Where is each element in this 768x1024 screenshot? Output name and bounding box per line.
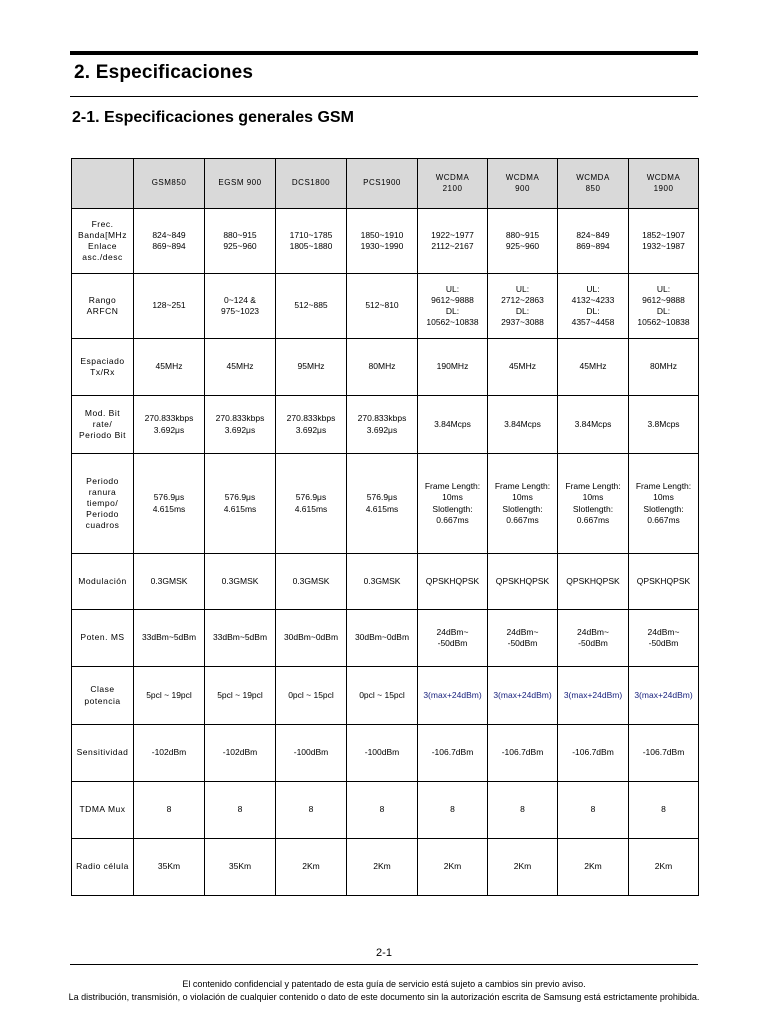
row-label-cell xyxy=(72,839,134,896)
cell-text: 10562~10838 xyxy=(426,317,479,328)
table-cell xyxy=(488,839,558,896)
table-row xyxy=(72,667,699,725)
row-label-text: ARFCN xyxy=(86,306,119,316)
cell-text: 2Km xyxy=(654,861,673,872)
table-cell xyxy=(418,274,488,339)
table-cell xyxy=(629,839,699,896)
section-title: 2. Especificaciones xyxy=(74,62,254,83)
cell-text: 512~885 xyxy=(294,300,328,311)
table-cell xyxy=(629,339,699,396)
cell-text: 4.615ms xyxy=(223,503,257,514)
table-cell xyxy=(629,782,699,839)
table-cell xyxy=(205,839,276,896)
cell-text: 4.615ms xyxy=(152,503,186,514)
cell-text: QPSKHQPSK xyxy=(495,575,550,586)
cell-text: 8 xyxy=(379,804,385,815)
band-header-cell xyxy=(347,159,418,209)
table-row xyxy=(72,839,699,896)
title-rule xyxy=(70,96,698,97)
table-cell xyxy=(205,782,276,839)
table-cell xyxy=(276,209,347,274)
cell-text: 576.9μs xyxy=(295,492,327,503)
table-cell xyxy=(488,667,558,725)
cell-text: 3.692μs xyxy=(295,424,327,435)
table-cell xyxy=(629,725,699,782)
band-header-cell xyxy=(418,159,488,209)
cell-text: 1850~1910 xyxy=(360,229,404,240)
row-label-text: Mod. Bit xyxy=(84,407,121,418)
cell-text: 128~251 xyxy=(152,300,186,311)
table-cell xyxy=(276,782,347,839)
header-text: GSM850 xyxy=(151,178,187,188)
row-label-text: Sensitividad xyxy=(76,747,129,758)
cell-text: 2Km xyxy=(443,861,462,872)
cell-text: 4132~4233 xyxy=(571,294,615,305)
cell-text: -106.7dBm xyxy=(642,747,685,758)
table-row xyxy=(72,454,699,554)
cell-text: 824~849 xyxy=(576,229,610,240)
row-label-text: cuadros xyxy=(85,520,120,531)
cell-text: 45MHz xyxy=(155,361,183,372)
cell-text: 24dBm~ xyxy=(647,626,680,637)
header-text: EGSM 900 xyxy=(218,178,262,188)
row-label-text: rate/ xyxy=(92,418,113,429)
cell-text: 8 xyxy=(308,804,314,815)
table-cell xyxy=(134,396,205,454)
cell-text: 576.9μs xyxy=(224,492,256,503)
table-cell xyxy=(418,725,488,782)
cell-text: 975~1023 xyxy=(220,306,260,316)
row-label-cell xyxy=(72,209,134,274)
row-label-text: Periodo xyxy=(86,509,119,520)
table-row xyxy=(72,782,699,839)
header-text: 850 xyxy=(585,183,601,193)
row-label-text: Modulación xyxy=(78,575,127,586)
band-header-cell xyxy=(558,159,629,209)
table-row xyxy=(72,725,699,782)
cell-text: QPSKHQPSK xyxy=(566,575,620,586)
cell-text: DL: xyxy=(656,306,671,316)
row-label-text: Enlace xyxy=(88,241,117,251)
row-label-text: ranura xyxy=(88,486,117,497)
cell-text: 8 xyxy=(661,804,666,815)
cell-text: 35Km xyxy=(157,861,181,872)
table-cell xyxy=(347,554,418,610)
table-cell xyxy=(205,396,276,454)
table-row xyxy=(72,274,699,339)
table-cell xyxy=(629,554,699,610)
table-cell xyxy=(347,839,418,896)
cell-text: UL: xyxy=(515,283,530,294)
table-cell xyxy=(558,339,629,396)
row-label-cell xyxy=(72,610,134,667)
row-label-text: Espaciado xyxy=(80,355,125,366)
cell-text: Frame Length: xyxy=(424,481,481,492)
cell-text: 0pcl ~ 15pcl xyxy=(288,689,334,700)
cell-text: 0.3GMSK xyxy=(150,575,188,586)
header-text: DCS1800 xyxy=(291,178,331,188)
table-cell xyxy=(488,274,558,339)
row-label-cell xyxy=(72,554,134,610)
cell-text: 4.615ms xyxy=(365,503,399,514)
cell-text: 30dBm~0dBm xyxy=(283,632,339,643)
cell-text: 0pcl ~ 15pcl xyxy=(359,689,405,700)
cell-text: DL: xyxy=(445,306,460,316)
cell-text: 45MHz xyxy=(579,361,607,372)
cell-text: 0.3GMSK xyxy=(292,575,330,586)
header-text: PCS1900 xyxy=(363,178,401,188)
row-label-cell xyxy=(72,339,134,396)
row-label-text: Radio célula xyxy=(76,861,129,872)
header-text: 2100 xyxy=(442,183,463,193)
cell-text: 270.833kbps xyxy=(286,413,336,424)
table-row xyxy=(72,339,699,396)
cell-text: -50dBm xyxy=(578,638,608,648)
cell-text: 3.692μs xyxy=(366,424,398,435)
cell-text: UL: xyxy=(445,283,460,294)
cell-text: Frame Length: xyxy=(635,481,692,492)
cell-text: -106.7dBm xyxy=(572,747,614,758)
footer-rule xyxy=(70,964,698,965)
table-cell xyxy=(629,610,699,667)
table-row xyxy=(72,610,699,667)
cell-text: 2Km xyxy=(302,861,320,872)
cell-text: 1710~1785 xyxy=(289,229,333,240)
cell-text: 576.9μs xyxy=(366,492,398,503)
row-label-text: tiempo/ xyxy=(86,497,119,508)
header-text: 1900 xyxy=(653,183,674,193)
cell-text: 8 xyxy=(590,804,596,815)
table-cell xyxy=(134,610,205,667)
cell-text: 3.8Mcps xyxy=(647,418,680,429)
cell-text: 1922~1977 xyxy=(431,229,474,240)
table-cell xyxy=(276,667,347,725)
band-header-cell xyxy=(276,159,347,209)
table-cell xyxy=(205,339,276,396)
table-cell xyxy=(418,396,488,454)
cell-text: -100dBm xyxy=(364,747,400,758)
row-label-text: Poten. MS xyxy=(80,632,125,643)
cell-text: 10ms xyxy=(653,492,674,503)
cell-text: Frame Length: xyxy=(565,481,621,492)
table-cell xyxy=(418,839,488,896)
table-cell xyxy=(347,339,418,396)
table-cell xyxy=(134,209,205,274)
table-cell xyxy=(276,396,347,454)
table-cell xyxy=(347,274,418,339)
cell-text: UL: xyxy=(586,283,600,294)
cell-text: 880~915 xyxy=(223,229,257,240)
cell-text: 80MHz xyxy=(368,361,396,372)
cell-text: 3.692μs xyxy=(224,424,256,435)
table-cell xyxy=(134,554,205,610)
row-label-text: Banda[MHz xyxy=(78,229,127,240)
cell-text: 869~894 xyxy=(152,241,186,251)
table-cell xyxy=(347,209,418,274)
cell-text: 24dBm~ xyxy=(506,626,539,637)
table-cell xyxy=(488,209,558,274)
table-cell xyxy=(347,667,418,725)
cell-text: 4357~4458 xyxy=(571,317,615,328)
table-cell xyxy=(629,274,699,339)
header-text: WCDMA xyxy=(435,173,470,183)
row-label-cell xyxy=(72,725,134,782)
table-cell xyxy=(488,725,558,782)
row-label-cell xyxy=(72,274,134,339)
table-cell xyxy=(134,667,205,725)
row-label-text: Periodo xyxy=(86,475,119,486)
cell-text: 2937~3088 xyxy=(501,317,544,328)
cell-text: 9612~9888 xyxy=(642,294,685,305)
table-cell xyxy=(347,454,418,554)
cell-text: 0.667ms xyxy=(576,514,610,525)
table-row xyxy=(72,209,699,274)
cell-text: 0.667ms xyxy=(436,514,469,525)
cell-text: 0.667ms xyxy=(647,514,680,525)
cell-text: 8 xyxy=(520,804,525,815)
table-cell xyxy=(347,396,418,454)
table-cell xyxy=(134,782,205,839)
row-label-cell xyxy=(72,396,134,454)
footer-distribution-notice: La distribución, transmisión, o violación de cualquier contenido o dato de este documento sin la autorización escrita de Samsung está estrictamente prohibida. xyxy=(68,992,700,1002)
cell-text: 2Km xyxy=(513,861,532,872)
cell-text: 80MHz xyxy=(650,361,677,372)
band-header-cell xyxy=(488,159,558,209)
band-header-cell xyxy=(629,159,699,209)
row-label-cell xyxy=(72,782,134,839)
cell-text: 3.84Mcps xyxy=(504,418,541,429)
header-text: 900 xyxy=(515,183,530,193)
table-cell xyxy=(488,554,558,610)
table-cell xyxy=(558,454,629,554)
cell-text: 3.84Mcps xyxy=(434,418,471,429)
cell-text: 512~810 xyxy=(365,300,399,311)
row-label-text: Clase xyxy=(90,684,115,695)
table-cell xyxy=(418,454,488,554)
table-cell xyxy=(558,396,629,454)
cell-text: 576.9μs xyxy=(153,492,185,503)
header-text: WCDMA xyxy=(505,173,540,183)
top-rule xyxy=(70,51,698,55)
table-cell xyxy=(134,339,205,396)
row-label-cell xyxy=(72,454,134,554)
table-cell xyxy=(488,610,558,667)
table-cell xyxy=(276,454,347,554)
cell-text: 824~849 xyxy=(152,229,186,240)
cell-text: 8 xyxy=(450,804,455,815)
cell-text: 1852~1907 xyxy=(642,229,685,240)
table-cell xyxy=(205,209,276,274)
cell-text: 270.833kbps xyxy=(357,413,407,424)
cell-text: 2Km xyxy=(373,861,391,872)
cell-text: 880~915 xyxy=(505,229,540,240)
cell-text: -102dBm xyxy=(222,747,258,758)
table-cell xyxy=(558,554,629,610)
cell-text: 35Km xyxy=(228,861,252,872)
cell-text: Slotlength: xyxy=(432,503,473,514)
cell-text: 0.3GMSK xyxy=(363,575,401,586)
cell-text: 5pcl ~ 19pcl xyxy=(146,689,192,700)
cell-text: 33dBm~5dBm xyxy=(141,632,197,643)
cell-text: -100dBm xyxy=(293,747,329,758)
cell-text: 45MHz xyxy=(509,361,536,372)
cell-text: -102dBm xyxy=(151,747,187,758)
cell-text: 95MHz xyxy=(297,361,325,372)
row-label-text: Rango xyxy=(88,294,117,305)
table-cell xyxy=(205,667,276,725)
row-label-text: Frec. xyxy=(91,218,114,229)
cell-text: 2712~2863 xyxy=(501,294,544,305)
cell-text: 4.615ms xyxy=(294,503,328,514)
table-cell xyxy=(558,667,629,725)
table-cell xyxy=(134,274,205,339)
cell-text: 2Km xyxy=(584,861,602,872)
row-label-cell xyxy=(72,667,134,725)
band-header-cell xyxy=(134,159,205,209)
table-cell xyxy=(488,396,558,454)
cell-text: 3.692μs xyxy=(153,424,185,435)
table-cell xyxy=(134,839,205,896)
table-row xyxy=(72,554,699,610)
cell-text: Slotlength: xyxy=(572,503,614,514)
cell-text: Frame Length: xyxy=(494,481,551,492)
cell-text: 33dBm~5dBm xyxy=(212,632,268,643)
table-cell xyxy=(558,725,629,782)
cell-text: 3(max+24dBm) xyxy=(634,689,693,700)
cell-text: 8 xyxy=(237,804,243,815)
table-cell xyxy=(276,610,347,667)
table-cell xyxy=(629,454,699,554)
table-cell xyxy=(558,839,629,896)
table-cell xyxy=(276,339,347,396)
cell-text: 3(max+24dBm) xyxy=(423,689,482,700)
cell-text: DL: xyxy=(515,306,530,316)
cell-text: 270.833kbps xyxy=(215,413,265,424)
row-label-text: TDMA Mux xyxy=(79,804,126,815)
cell-text: 10ms xyxy=(582,492,604,503)
table-cell xyxy=(488,454,558,554)
table-cell xyxy=(276,725,347,782)
table-cell xyxy=(629,396,699,454)
cell-text: 3.84Mcps xyxy=(574,418,612,429)
table-cell xyxy=(488,782,558,839)
cell-text: 10562~10838 xyxy=(637,317,690,328)
table-cell xyxy=(629,667,699,725)
table-cell xyxy=(418,782,488,839)
cell-text: 1805~1880 xyxy=(289,241,333,251)
cell-text: 3(max+24dBm) xyxy=(493,689,552,700)
cell-text: 3(max+24dBm) xyxy=(563,689,623,700)
table-cell xyxy=(205,725,276,782)
band-header-cell xyxy=(205,159,276,209)
cell-text: -106.7dBm xyxy=(431,747,474,758)
cell-text: 0.667ms xyxy=(506,514,539,525)
table-cell xyxy=(276,554,347,610)
table-cell xyxy=(347,782,418,839)
table-cell xyxy=(418,554,488,610)
cell-text: 9612~9888 xyxy=(431,294,474,305)
cell-text: -50dBm xyxy=(437,638,468,648)
cell-text: 190MHz xyxy=(436,361,469,372)
cell-text: Slotlength: xyxy=(643,503,684,514)
header-text: WCDMA xyxy=(646,173,681,183)
table-cell xyxy=(418,339,488,396)
page-number: 2-1 xyxy=(376,947,392,959)
cell-text: 30dBm~0dBm xyxy=(354,632,410,643)
row-label-text: Periodo Bit xyxy=(78,430,127,441)
footer-confidential-notice: El contenido confidencial y patentado de esta guía de servicio está sujeto a cambios sin previo aviso. xyxy=(182,979,586,989)
table-cell xyxy=(418,209,488,274)
header-corner-cell xyxy=(72,159,134,209)
table-cell xyxy=(205,554,276,610)
cell-text: -50dBm xyxy=(507,638,538,648)
table-cell xyxy=(347,725,418,782)
table-cell xyxy=(558,610,629,667)
table-cell xyxy=(134,454,205,554)
table-cell xyxy=(134,725,205,782)
cell-text: 925~960 xyxy=(223,241,257,251)
table-cell xyxy=(418,610,488,667)
table-row xyxy=(72,396,699,454)
cell-text: 270.833kbps xyxy=(144,413,194,424)
row-label-text: potencia xyxy=(84,695,121,706)
cell-text: 5pcl ~ 19pcl xyxy=(217,689,263,700)
table-cell xyxy=(205,610,276,667)
table-cell xyxy=(276,274,347,339)
row-label-text: Tx/Rx xyxy=(90,367,115,377)
cell-text: 24dBm~ xyxy=(436,626,469,637)
cell-text: 10ms xyxy=(442,492,463,503)
table-cell xyxy=(276,839,347,896)
cell-text: 45MHz xyxy=(226,361,254,372)
table-cell xyxy=(558,274,629,339)
table-cell xyxy=(205,454,276,554)
table-cell xyxy=(558,782,629,839)
cell-text: 1932~1987 xyxy=(642,241,685,251)
cell-text: 925~960 xyxy=(505,241,540,251)
cell-text: 2112~2167 xyxy=(431,241,474,251)
cell-text: 0.3GMSK xyxy=(221,575,259,586)
table-cell xyxy=(629,209,699,274)
cell-text: 24dBm~ xyxy=(577,626,609,637)
cell-text: 0~124 & xyxy=(224,294,256,305)
subsection-title: 2-1. Especificaciones generales GSM xyxy=(72,109,354,126)
cell-text: DL: xyxy=(586,306,600,316)
cell-text: QPSKHQPSK xyxy=(636,575,691,586)
header-text: WCMDA xyxy=(576,173,610,183)
cell-text: 8 xyxy=(166,804,172,815)
cell-text: UL: xyxy=(656,283,671,294)
spec-table xyxy=(71,158,699,896)
cell-text: 10ms xyxy=(512,492,533,503)
cell-text: -50dBm xyxy=(648,638,679,648)
table-cell xyxy=(347,610,418,667)
table-cell xyxy=(205,274,276,339)
cell-text: 869~894 xyxy=(576,241,610,251)
cell-text: 1930~1990 xyxy=(360,241,404,251)
table-cell xyxy=(488,339,558,396)
cell-text: QPSKHQPSK xyxy=(425,575,480,586)
header-row xyxy=(72,159,699,209)
table-cell xyxy=(418,667,488,725)
row-label-text: asc./desc xyxy=(82,252,123,263)
table-cell xyxy=(558,209,629,274)
cell-text: Slotlength: xyxy=(502,503,543,514)
cell-text: -106.7dBm xyxy=(501,747,544,758)
